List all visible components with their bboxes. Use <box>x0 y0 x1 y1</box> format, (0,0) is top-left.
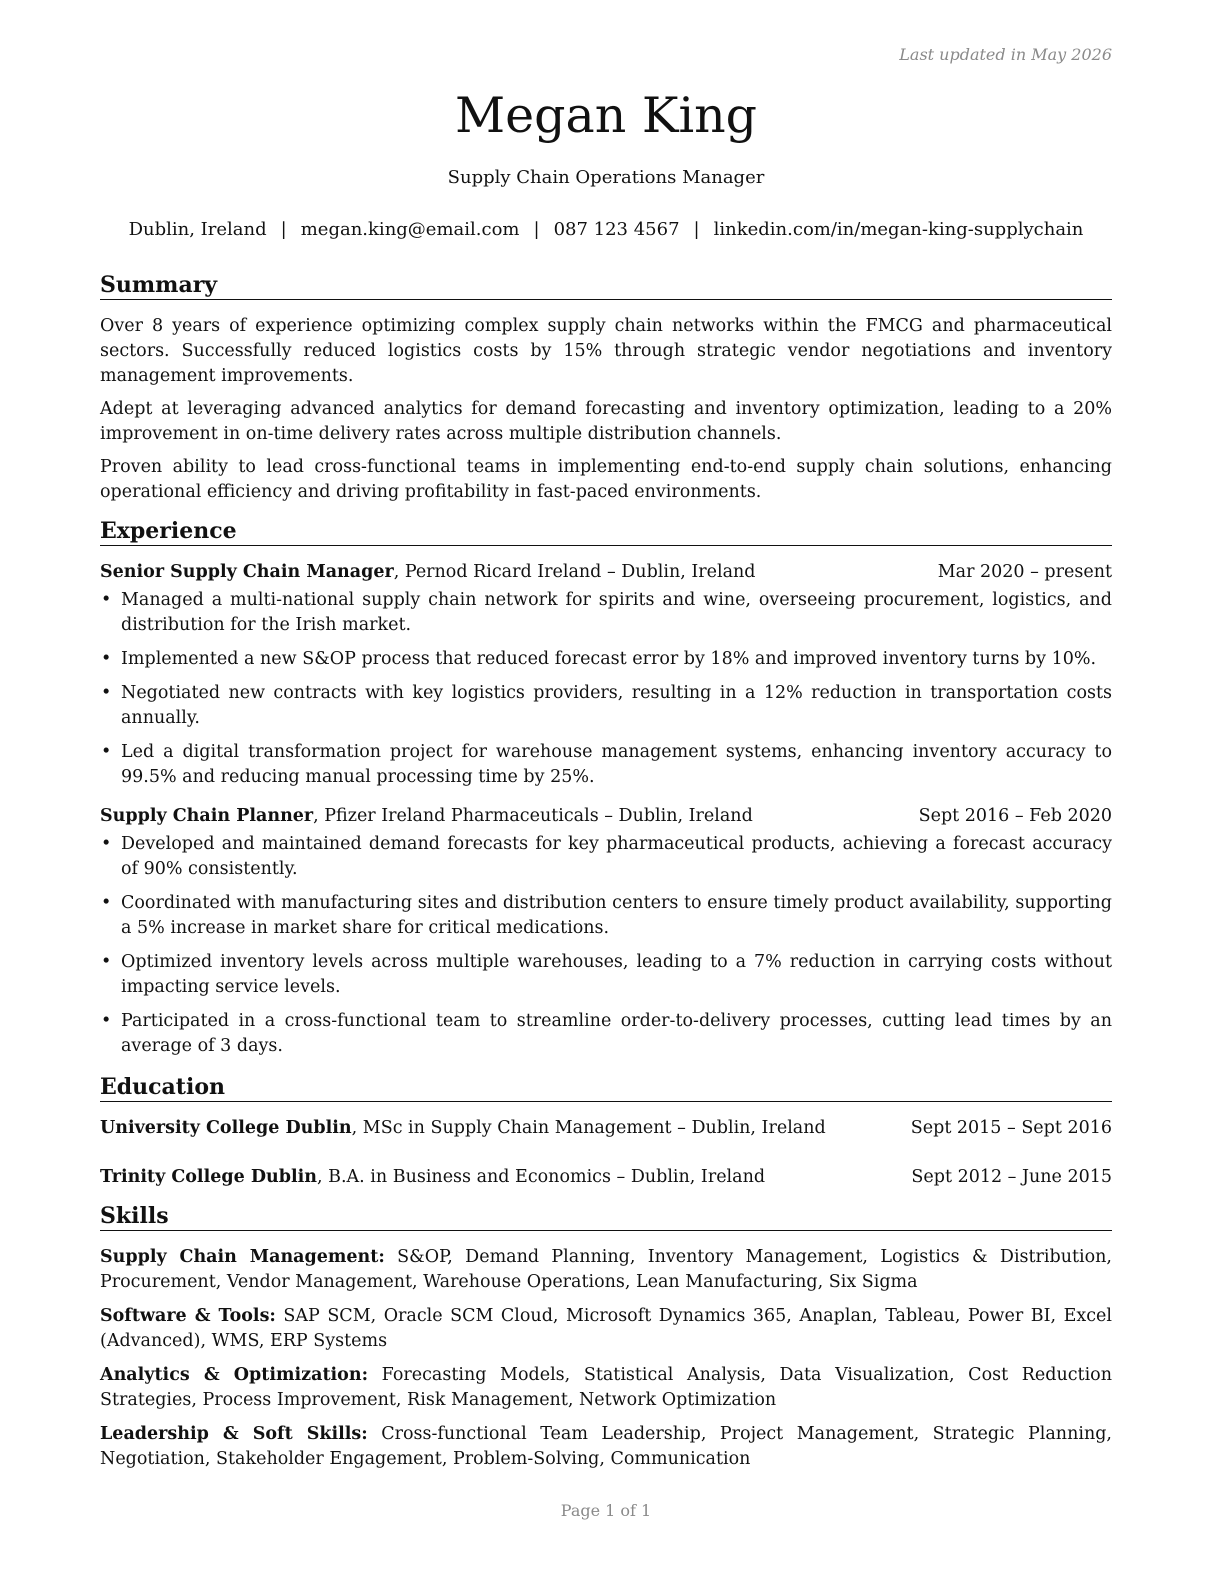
contact-separator: | <box>533 219 540 240</box>
job-bullets <box>100 588 1112 790</box>
job-org: , Pernod Ricard Ireland – Dublin, Ireland <box>393 562 756 582</box>
resume-content <box>100 271 1112 1484</box>
summary-paragraph: Adept at leveraging advanced analytics for demand forecasting and inventory optimization, leading to a 20% improvement in on-time delivery rates across multiple distribution channels. <box>100 399 1112 444</box>
skill-group-items: Forecasting Models, Statistical Analysis, Data Visualization, Cost Reduction Strategies, Process Improvement, Risk Management, Network Optimization <box>100 1365 1112 1410</box>
job-bullet: • Coordinated with manufacturing sites and distribution centers to ensure timely product availability, supporting a 5% increase in market share for critical medications. <box>100 891 1112 941</box>
skill-group-label: Software & Tools: <box>100 1306 276 1326</box>
job-dates: Mar 2020 – present <box>937 562 1112 582</box>
job-bullet: • Negotiated new contracts with key logistics providers, resulting in a 12% reduction in transportation costs annually. <box>100 681 1112 731</box>
contact-separator: | <box>693 219 700 240</box>
summary-paragraph: Proven ability to lead cross-functional teams in implementing end-to-end supply chain solutions, enhancing operational efficiency and driving profitability in fast-paced environments. <box>100 457 1112 502</box>
section-title-skills: Skills <box>100 1202 1112 1231</box>
job-dates: Sept 2016 – Feb 2020 <box>918 806 1112 826</box>
job-entry <box>100 560 1112 790</box>
skill-group <box>100 1245 1112 1295</box>
job-bullet: • Led a digital transformation project for warehouse management systems, enhancing inventory accuracy to 99.5% and reducing manual processing time by 25%. <box>100 740 1112 790</box>
education-dates: Sept 2015 – Sept 2016 <box>910 1118 1112 1138</box>
skill-group-label: Supply Chain Management: <box>100 1247 385 1267</box>
skill-group <box>100 1363 1112 1413</box>
education-institution <box>100 1165 765 1190</box>
section-title-education: Education <box>100 1073 1112 1102</box>
job-title: Supply Chain Planner <box>100 806 314 826</box>
section-title-experience: Experience <box>100 517 1112 546</box>
contact-phone: 087 123 4567 <box>553 219 680 240</box>
skill-group-label: Leadership & Soft Skills: <box>100 1424 368 1444</box>
job-title: Senior Supply Chain Manager <box>100 562 394 582</box>
job-entry <box>100 804 1112 1059</box>
skill-group <box>100 1422 1112 1472</box>
page-number: Page 1 of 1 <box>560 1501 652 1520</box>
last-updated-note: Last updated in May 2026 <box>899 45 1112 64</box>
contact-line <box>100 219 1112 240</box>
skills-section <box>100 1202 1112 1472</box>
job-bullet: • Managed a multi-national supply chain network for spirits and wine, overseeing procurement, logistics, and distribution for the Irish market. <box>100 588 1112 638</box>
education-dates: Sept 2012 – June 2015 <box>911 1167 1112 1187</box>
summary-paragraph: Over 8 years of experience optimizing complex supply chain networks within the FMCG and pharmaceutical sectors. Successfully reduced logistics costs by 15% through strategic vendor negotiations and inventory management improvements. <box>100 316 1112 386</box>
skill-group <box>100 1304 1112 1354</box>
school-name: University College Dublin <box>100 1118 352 1138</box>
section-title-summary: Summary <box>100 271 1112 300</box>
summary-section <box>100 271 1112 505</box>
job-bullet: • Implemented a new S&OP process that reduced forecast error by 18% and improved inventory turns by 10%. <box>100 647 1112 672</box>
contact-email[interactable]: megan.king@email.com <box>300 219 520 240</box>
skill-group-label: Analytics & Optimization: <box>100 1365 369 1385</box>
education-institution <box>100 1116 826 1141</box>
degree-text: , MSc in Supply Chain Management – Dublin, Ireland <box>351 1118 826 1138</box>
contact-location: Dublin, Ireland <box>128 219 267 240</box>
contact-linkedin[interactable]: linkedin.com/in/megan-king-supplychain <box>713 219 1084 240</box>
job-role <box>100 560 756 585</box>
education-entry <box>100 1165 1112 1190</box>
candidate-name: Megan King <box>454 87 758 144</box>
job-bullets <box>100 832 1112 1059</box>
job-header <box>100 560 1112 585</box>
job-org: , Pfizer Ireland Pharmaceuticals – Dublin, Ireland <box>313 806 753 826</box>
job-role <box>100 804 753 829</box>
education-entry <box>100 1116 1112 1141</box>
resume-page <box>100 0 1112 1584</box>
school-name: Trinity College Dublin <box>100 1167 317 1187</box>
job-bullet: • Optimized inventory levels across multiple warehouses, leading to a 7% reduction in carrying costs without impacting service levels. <box>100 950 1112 1000</box>
degree-text: , B.A. in Business and Economics – Dublin, Ireland <box>316 1167 766 1187</box>
education-section <box>100 1073 1112 1190</box>
candidate-headline: Supply Chain Operations Manager <box>447 167 765 188</box>
job-bullet: • Participated in a cross-functional team to streamline order-to-delivery processes, cutting lead times by an average of 3 days. <box>100 1009 1112 1059</box>
skill-group-items: Cross-functional Team Leadership, Project Management, Strategic Planning, Negotiation, Stakeholder Engagement, Problem-Solving, Communication <box>100 1424 1112 1469</box>
job-header <box>100 804 1112 829</box>
contact-separator: | <box>280 219 287 240</box>
job-bullet: • Developed and maintained demand forecasts for key pharmaceutical products, achieving a forecast accuracy of 90% consistently. <box>100 832 1112 882</box>
skill-group-items: S&OP, Demand Planning, Inventory Management, Logistics & Distribution, Procurement, Vendor Management, Warehouse Operations, Lean Manufacturing, Six Sigma <box>100 1247 1112 1292</box>
experience-section <box>100 517 1112 1059</box>
skill-group-items: SAP SCM, Oracle SCM Cloud, Microsoft Dynamics 365, Anaplan, Tableau, Power BI, Excel (Advanced), WMS, ERP Systems <box>100 1306 1112 1351</box>
